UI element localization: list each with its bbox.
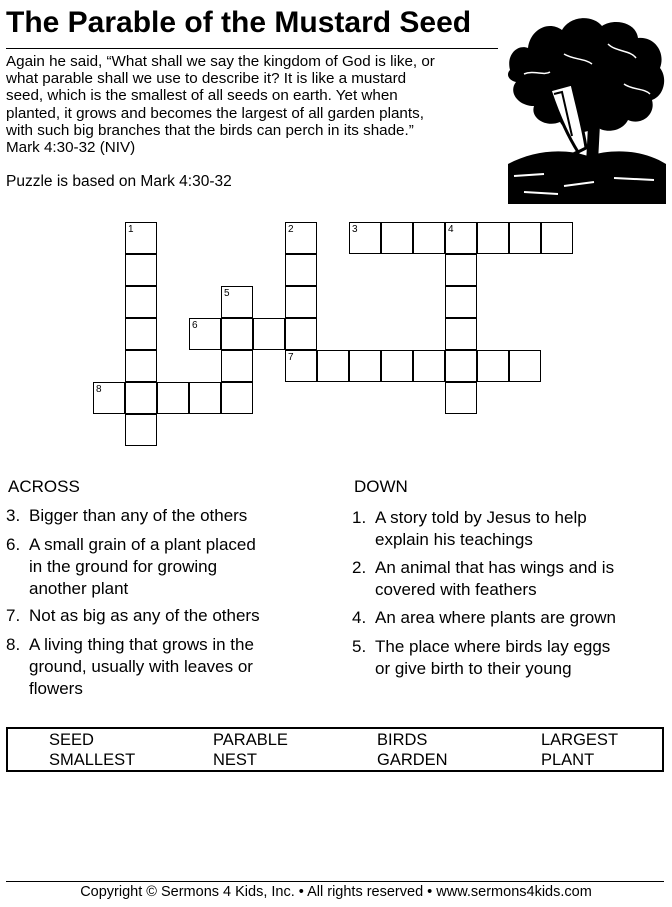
word-bank-item: PLANT (541, 751, 595, 769)
clue-num: 1. (352, 508, 367, 527)
clue-line: An animal that has wings and is (375, 558, 615, 577)
passage-reference: Mark 4:30-32 (NIV) (6, 139, 136, 157)
puzzle-note: Puzzle is based on Mark 4:30-32 (6, 173, 232, 190)
clue-number: 7 (288, 352, 294, 363)
down-clue (352, 636, 668, 680)
grid-cell[interactable] (221, 286, 253, 318)
clue-num: 4. (352, 608, 367, 627)
grid-cell[interactable] (125, 350, 157, 382)
clue-line: in the ground for growing (29, 557, 218, 576)
clue-number: 4 (448, 224, 454, 235)
grid-cell[interactable] (445, 286, 477, 318)
grid-cell[interactable] (445, 222, 477, 254)
grid-cell[interactable] (221, 318, 253, 350)
clue-line: A story told by Jesus to help (375, 508, 587, 527)
grid-cell[interactable] (125, 286, 157, 318)
grid-cell[interactable] (477, 350, 509, 382)
grid-cell[interactable] (445, 350, 477, 382)
clue-line: The place where birds lay eggs (375, 637, 611, 656)
grid-cell[interactable] (541, 222, 573, 254)
word-bank-item: GARDEN (377, 751, 448, 769)
grid-cell[interactable] (509, 222, 541, 254)
grid-cell[interactable] (125, 414, 157, 446)
grid-cell[interactable] (477, 222, 509, 254)
clue-number: 1 (128, 224, 134, 235)
clue-line: another plant (29, 579, 129, 598)
clue-number: 2 (288, 224, 294, 235)
passage-line: with such big branches that the birds can perch in its shade.” (6, 121, 414, 139)
grid-cell[interactable] (125, 318, 157, 350)
grid-cell[interactable] (413, 222, 445, 254)
grid-cell[interactable] (189, 382, 221, 414)
clue-line: flowers (29, 679, 83, 698)
word-bank-item: SMALLEST (49, 751, 136, 769)
grid-cell[interactable] (445, 318, 477, 350)
word-bank-item: NEST (213, 751, 258, 769)
across-heading: ACROSS (8, 477, 80, 496)
down-clue (352, 607, 668, 629)
passage-line: what parable shall we use to describe it? It is like a mustard (6, 70, 407, 88)
grid-cell[interactable] (253, 318, 285, 350)
across-clue (6, 505, 326, 527)
clue-number: 3 (352, 224, 358, 235)
grid-cell[interactable] (445, 382, 477, 414)
clue-number: 8 (96, 384, 102, 395)
passage-line: planted, it grows and becomes the largest of all garden plants, (6, 104, 424, 122)
word-bank-item: PARABLE (213, 731, 288, 749)
clue-number: 6 (192, 320, 198, 331)
grid-cell[interactable] (285, 318, 317, 350)
clue-num: 5. (352, 637, 367, 656)
clue-line: Not as big as any of the others (29, 606, 260, 625)
grid-cell[interactable] (285, 254, 317, 286)
word-bank-item: LARGEST (541, 731, 619, 749)
copyright-footer: Copyright © Sermons 4 Kids, Inc. • All rights reserved • www.sermons4kids.com (80, 884, 592, 900)
clue-line: ground, usually with leaves or (29, 657, 253, 676)
grid-cell[interactable] (349, 222, 381, 254)
grid-cell[interactable] (317, 350, 349, 382)
across-clue (6, 605, 326, 627)
clue-line: A small grain of a plant placed (29, 535, 256, 554)
clue-line: explain his teachings (375, 530, 533, 549)
clue-num: 8. (6, 635, 21, 654)
grid-cell[interactable] (509, 350, 541, 382)
grid-cell[interactable] (93, 382, 125, 414)
grid-cell[interactable] (349, 350, 381, 382)
passage-line: seed, which is the smallest of all seeds on earth. Yet when (6, 87, 398, 105)
clue-num: 6. (6, 535, 21, 554)
clue-line: Bigger than any of the others (29, 506, 248, 525)
grid-cell[interactable] (125, 254, 157, 286)
grid-cell[interactable] (189, 318, 221, 350)
grid-cell[interactable] (221, 350, 253, 382)
clue-line: covered with feathers (375, 580, 537, 599)
grid-cell[interactable] (413, 350, 445, 382)
down-clue (352, 507, 668, 551)
grid-cell[interactable] (285, 222, 317, 254)
grid-cell[interactable] (125, 222, 157, 254)
across-clue (6, 634, 326, 700)
clue-num: 7. (6, 606, 21, 625)
word-bank-item: SEED (49, 731, 94, 749)
clue-line: or give birth to their young (375, 659, 572, 678)
grid-cell[interactable] (381, 350, 413, 382)
clue-num: 2. (352, 558, 367, 577)
down-heading: DOWN (354, 477, 408, 496)
footer-divider (6, 881, 664, 882)
grid-cell[interactable] (445, 254, 477, 286)
grid-cell[interactable] (221, 382, 253, 414)
clue-num: 3. (6, 506, 21, 525)
across-clue (6, 534, 326, 600)
grid-cell[interactable] (285, 350, 317, 382)
grid-cell[interactable] (381, 222, 413, 254)
grid-cell[interactable] (285, 286, 317, 318)
word-bank-item: BIRDS (377, 731, 428, 749)
clue-line: A living thing that grows in the (29, 635, 254, 654)
clue-number: 5 (224, 288, 230, 299)
grid-cell[interactable] (157, 382, 189, 414)
down-clue (352, 557, 668, 601)
grid-cell[interactable] (125, 382, 157, 414)
passage-line: Again he said, “What shall we say the kingdom of God is like, or (6, 53, 435, 70)
word-bank (6, 727, 664, 772)
page-title: The Parable of the Mustard Seed (6, 6, 472, 39)
clue-line: An area where plants are grown (375, 608, 616, 627)
